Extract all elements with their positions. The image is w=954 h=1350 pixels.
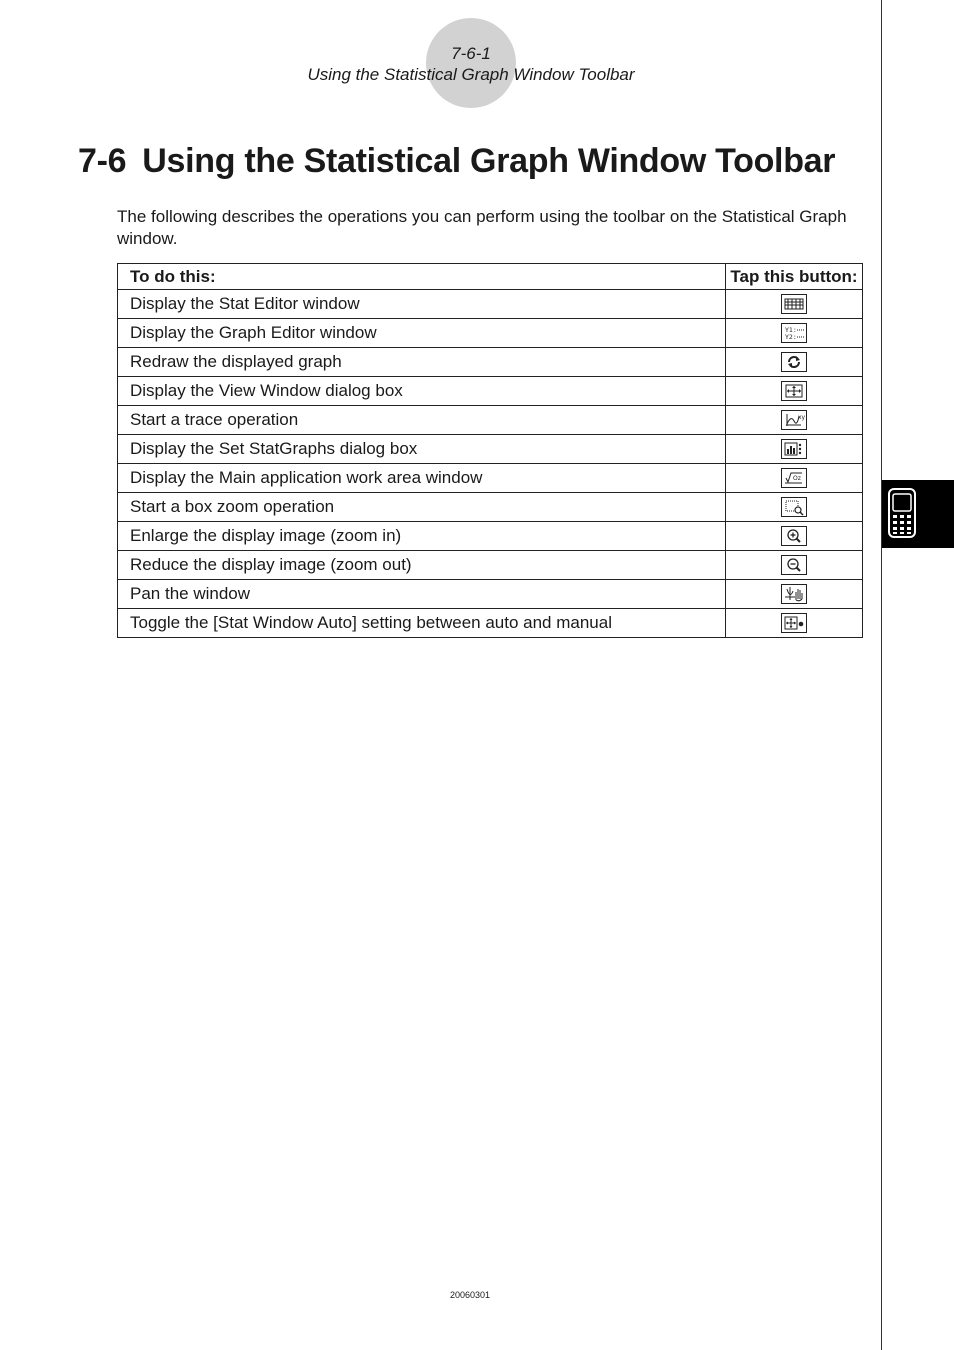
graph-editor-icon xyxy=(781,323,807,343)
zoom-out-icon xyxy=(781,555,807,575)
action-text: Reduce the display image (zoom out) xyxy=(118,551,726,580)
table-row xyxy=(118,609,863,638)
trace-icon xyxy=(781,410,807,430)
view-window-icon xyxy=(781,381,807,401)
action-text: Enlarge the display image (zoom in) xyxy=(118,522,726,551)
table-row xyxy=(118,580,863,609)
header-action: To do this: xyxy=(118,264,726,290)
svg-text:Y2:: Y2: xyxy=(785,333,797,342)
action-text: Toggle the [Stat Window Auto] setting between auto and manual xyxy=(118,609,726,638)
redraw-icon xyxy=(781,352,807,372)
table-row xyxy=(118,377,863,406)
box-zoom-icon xyxy=(781,497,807,517)
action-text: Start a box zoom operation xyxy=(118,493,726,522)
table-row xyxy=(118,435,863,464)
section-heading xyxy=(78,142,835,181)
set-statgraphs-icon xyxy=(781,439,807,459)
margin-rule xyxy=(881,0,882,1350)
action-text: Display the Stat Editor window xyxy=(118,290,726,319)
svg-text:Oz: Oz xyxy=(793,475,801,483)
table-row xyxy=(118,406,863,435)
stat-window-auto-icon xyxy=(781,613,807,633)
section-title: Using the Statistical Graph Window Toolbar xyxy=(142,142,836,180)
action-text: Display the Set StatGraphs dialog box xyxy=(118,435,726,464)
table-row xyxy=(118,493,863,522)
main-application-icon xyxy=(781,468,807,488)
pan-icon xyxy=(781,584,807,604)
page-subtitle: Using the Statistical Graph Window Toolbar xyxy=(307,65,635,84)
zoom-in-icon xyxy=(781,526,807,546)
table-row xyxy=(118,464,863,493)
table-header-row xyxy=(118,264,863,290)
calculator-icon xyxy=(888,488,916,538)
action-text: Start a trace operation xyxy=(118,406,726,435)
action-text: Pan the window xyxy=(118,580,726,609)
svg-text:Y1:: Y1: xyxy=(785,326,797,335)
chapter-tab xyxy=(882,480,954,548)
table-row xyxy=(118,290,863,319)
section-number: 7-6 xyxy=(78,142,127,180)
action-text: Display the Main application work area window xyxy=(118,464,726,493)
table-row xyxy=(118,319,863,348)
svg-text:xy: xy xyxy=(798,414,806,422)
table-row xyxy=(118,551,863,580)
action-text: Display the Graph Editor window xyxy=(118,319,726,348)
toolbar-operations-table xyxy=(117,263,863,638)
action-text: Display the View Window dialog box xyxy=(118,377,726,406)
table-row xyxy=(118,348,863,377)
table-row xyxy=(118,522,863,551)
stat-editor-icon xyxy=(781,294,807,314)
page-number: 7-6-1 xyxy=(451,44,491,63)
action-text: Redraw the displayed graph xyxy=(118,348,726,377)
header-button: Tap this button: xyxy=(726,264,863,290)
intro-paragraph: The following describes the operations you can perform using the toolbar on the Statistical Graph window. xyxy=(117,207,847,248)
footer-code: 20060301 xyxy=(449,1290,491,1300)
